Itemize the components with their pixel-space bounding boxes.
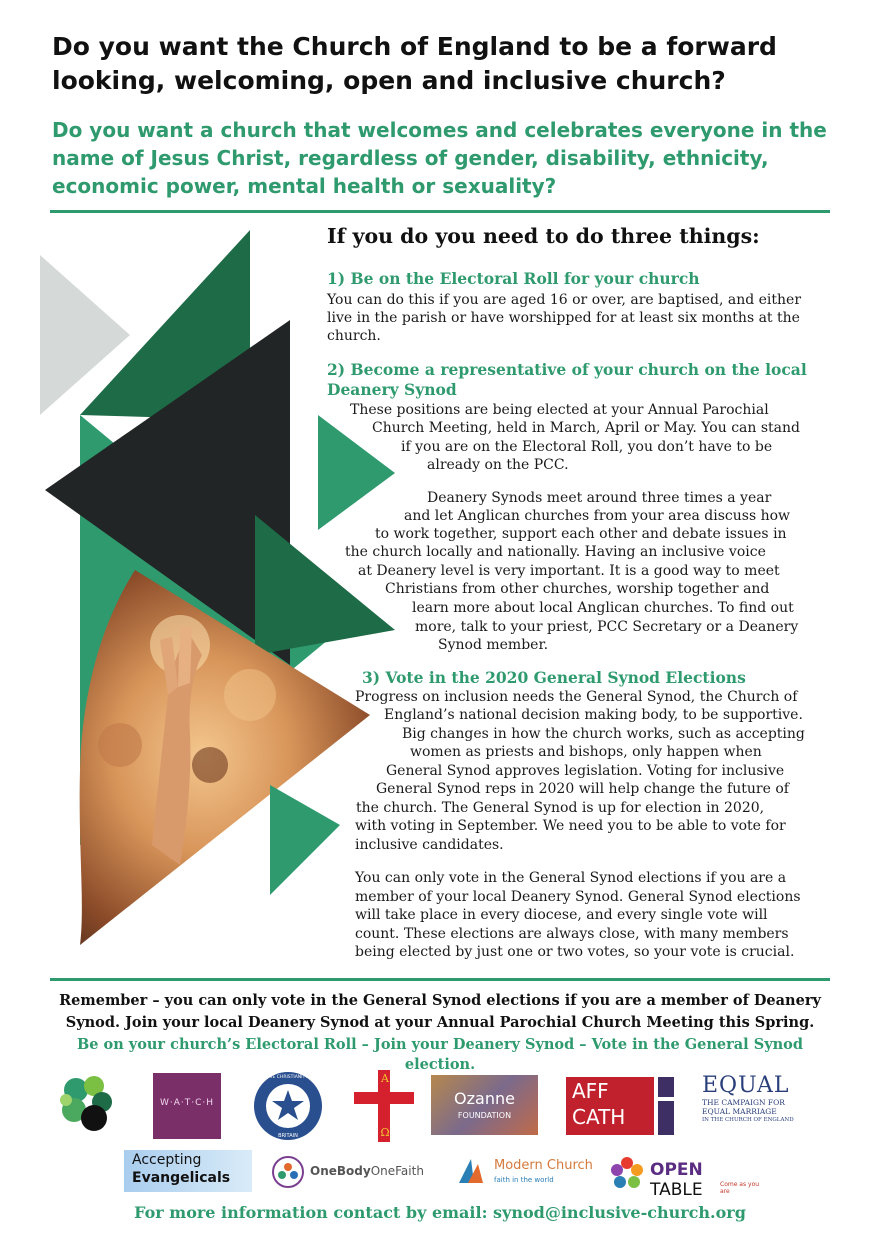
open-table-open: OPEN bbox=[650, 1160, 703, 1180]
alpha-glyph: A bbox=[381, 1072, 389, 1085]
section-2-line: learn more about local Anglican churches. To find out bbox=[412, 600, 794, 616]
one-body-one-faith-icon bbox=[272, 1156, 304, 1188]
page-subtitle: Do you want a church that welcomes and celebrates everyone in the name of Jesus Christ, regardless of gender, disability, ethnicity, economic power, mental health or sexuality? bbox=[52, 118, 827, 198]
section-3-line: being elected by just one or two votes, so your vote is crucial. bbox=[355, 944, 795, 960]
page-title: Do you want the Church of England to be a forward looking, welcoming, open and inclusive church? bbox=[52, 32, 777, 95]
equal-name: EQUAL bbox=[702, 1073, 790, 1098]
watch-logo-text: W·A·T·C·H bbox=[159, 1098, 215, 1108]
section-2-line: to work together, support each other and debate issues in bbox=[375, 526, 787, 542]
open-table-sub: Come as you are bbox=[720, 1181, 760, 1195]
one-body-one-faith-logo bbox=[272, 1156, 442, 1190]
section-3-line: General Synod reps in 2020 will help change the future of bbox=[376, 781, 789, 797]
section-1-line: church. bbox=[327, 328, 381, 344]
section-3-line: member of your local Deanery Synod. General Synod elections bbox=[355, 889, 801, 905]
section-2-line: at Deanery level is very important. It is a good way to meet bbox=[358, 563, 780, 579]
ozanne-sub: FOUNDATION bbox=[457, 1111, 512, 1120]
accepting-line-2: Evangelicals bbox=[132, 1170, 231, 1186]
section-1-line: live in the parish or have worshipped for at least six months at the bbox=[327, 310, 800, 326]
accepting-line-1: Accepting bbox=[132, 1152, 202, 1168]
three-things-heading: If you do you need to do three things: bbox=[327, 224, 760, 248]
bottom-divider bbox=[50, 978, 830, 981]
obof-part-2: OneFaith bbox=[370, 1164, 424, 1178]
section-2-line: Synod member. bbox=[438, 637, 549, 653]
equal-campaign-logo bbox=[702, 1073, 822, 1139]
section-1-line: You can do this if you are aged 16 or over, are baptised, and either bbox=[327, 292, 802, 308]
open-table-logo bbox=[610, 1154, 760, 1200]
omega-glyph: Ω bbox=[380, 1126, 390, 1139]
obof-part-1: OneBody bbox=[310, 1164, 371, 1178]
section-2-line: Deanery Synods meet around three times a year bbox=[427, 490, 772, 506]
section-2-heading: 2) Become a representative of your church on the local bbox=[327, 360, 807, 379]
section-3-line: inclusive candidates. bbox=[355, 837, 504, 853]
open-table-table: TABLE bbox=[650, 1180, 703, 1200]
section-3-line: Big changes in how the church works, such as accepting bbox=[402, 726, 805, 742]
section-3-line: England’s national decision making body, to be supportive. bbox=[384, 707, 803, 723]
section-2-line: Christians from other churches, worship together and bbox=[385, 581, 770, 597]
modern-church-icon bbox=[456, 1156, 486, 1186]
inclusive-church-logo bbox=[58, 1072, 118, 1132]
section-2-line: more, talk to your priest, PCC Secretary or a Deanery bbox=[415, 619, 799, 635]
pcn-ring-text: PROGRESSIVE CHRISTIANITY NETWORK bbox=[243, 1075, 333, 1080]
modern-church-logo bbox=[456, 1154, 596, 1192]
accepting-evangelicals-logo bbox=[124, 1150, 252, 1192]
section-3-line: count. These elections are always close, with many members bbox=[355, 926, 789, 942]
ozanne-foundation-logo bbox=[431, 1075, 538, 1135]
modern-church-name: Modern Church bbox=[494, 1158, 593, 1173]
call-to-action: Be on your church’s Electoral Roll – Join your Deanery Synod – Vote in the General Synod election. bbox=[77, 1036, 803, 1073]
pcn-bottom-text: BRITAIN bbox=[278, 1133, 298, 1139]
section-2-heading: Deanery Synod bbox=[327, 380, 457, 399]
contact-line: For more information contact by email: synod@inclusive-church.org bbox=[134, 1203, 746, 1222]
section-2-line: These positions are being elected at your Annual Parochial bbox=[350, 402, 769, 418]
remember-line-2: Synod. Join your local Deanery Synod at your Annual Parochial Church Meeting this Spring. bbox=[65, 1014, 815, 1031]
green-triangle-mid bbox=[255, 515, 395, 655]
section-3-line: women as priests and bishops, only happen when bbox=[410, 744, 762, 760]
alpha-omega-cross-logo bbox=[354, 1070, 414, 1142]
section-3-line: the church. The General Synod is up for election in 2020, bbox=[356, 800, 765, 816]
equal-sub-3: IN THE CHURCH OF ENGLAND bbox=[702, 1117, 794, 1123]
progressive-christianity-network-logo bbox=[243, 1070, 333, 1142]
section-3-line: will take place in every diocese, and every single vote will bbox=[355, 907, 768, 923]
section-3-line: General Synod approves legislation. Voting for inclusive bbox=[386, 763, 785, 779]
equal-sub-1: THE CAMPAIGN FOR bbox=[702, 1098, 785, 1107]
section-3-line: with voting in September. We need you to be able to vote for bbox=[355, 818, 786, 834]
remember-notice bbox=[40, 990, 840, 1034]
affcath-logo bbox=[566, 1077, 678, 1135]
watch-logo bbox=[153, 1073, 221, 1139]
green-triangle-bottom bbox=[270, 785, 340, 895]
section-3-heading: 3) Vote in the 2020 General Synod Elections bbox=[362, 668, 746, 687]
section-3-line: You can only vote in the General Synod elections if you are a bbox=[355, 870, 787, 886]
affcath-line-1: AFF bbox=[572, 1079, 609, 1103]
section-2-line: and let Anglican churches from your area discuss how bbox=[404, 508, 791, 524]
section-1-heading: 1) Be on the Electoral Roll for your church bbox=[327, 269, 700, 288]
modern-church-sub: faith in the world bbox=[494, 1176, 554, 1184]
section-2-line: the church locally and nationally. Having an inclusive voice bbox=[345, 544, 766, 560]
section-2-line: already on the PCC. bbox=[427, 457, 569, 473]
equal-sub-2: EQUAL MARRIAGE bbox=[702, 1107, 777, 1116]
ozanne-name: Ozanne bbox=[454, 1089, 515, 1108]
section-2-line: Church Meeting, held in March, April or May. You can stand bbox=[372, 420, 800, 436]
affcath-line-2: CATH bbox=[572, 1105, 626, 1129]
open-table-flower-icon bbox=[610, 1156, 644, 1190]
remember-line-1: Remember – you can only vote in the General Synod elections if you are a member of Deanery bbox=[59, 992, 821, 1009]
section-3-line: Progress on inclusion needs the General Synod, the Church of bbox=[355, 689, 798, 705]
section-2-line: if you are on the Electoral Roll, you don’t have to be bbox=[401, 439, 773, 455]
top-divider bbox=[50, 210, 830, 213]
